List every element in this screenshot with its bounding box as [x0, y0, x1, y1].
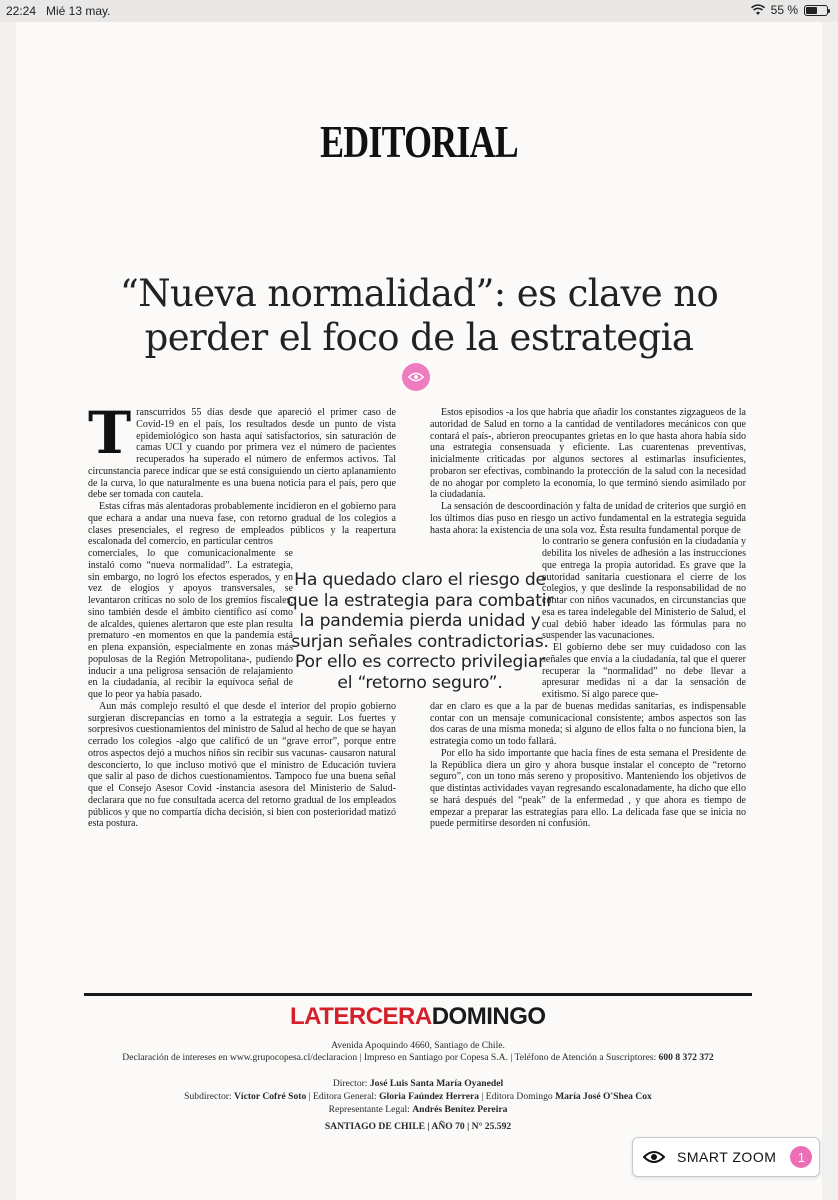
paragraph-2a: Estas cifras más alentadoras probablemente incidieron en el gobierno para que echara a andar una nueva fase, con retorno gradual de los colegios a clases presenciales, el regreso de empleados públicos y la reapertura escalonada del comercio, en particular centros [88, 501, 396, 548]
paragraph-1 [88, 399, 396, 501]
paragraph-2b: comerciales, lo que comunicacionalmente se instaló como “nueva normalidad”. La estrategia, sin embargo, no logró los efectos esperados, y en vez de elogios y apoyos transversales, se levantaron críticas no solo de los gremios fiscales, sino también desde el ámbito científico así como de alcaldes, quienes alertaron que este plan resulta prematuro -en momentos en que la pandemia está en plena expansión, especialmente en zonas más populosas de la Región Metropolitana-, pudiendo inducir a una peligrosa sensación de relajamiento en la ciudadanía, al recibir la equívoca señal de que lo peor ya había pasado. [88, 548, 293, 700]
editora-domingo-label: | Editora Domingo [479, 1091, 556, 1102]
representante-label: Representante Legal: [328, 1104, 413, 1115]
footer-phone: 600 8 372 372 [658, 1052, 714, 1063]
eye-icon [643, 1150, 665, 1164]
headline-line-2: perder el foco de la estrategia [144, 316, 694, 359]
footer-director [84, 1078, 752, 1090]
headline [60, 272, 778, 360]
section-heading: EDITORIAL [320, 116, 518, 167]
edition-info: SANTIAGO DE CHILE | AÑO 70 | N° 25.592 [324, 1121, 512, 1132]
masthead-logo [290, 1003, 546, 1031]
battery-percent: 55 % [770, 3, 798, 17]
footer-editors [84, 1091, 752, 1103]
paragraph-7: Por ello ha sido importante que hacia fines de esta semana el Presidente de la República diera un giro y ahora busque instalar el concepto de “retorno seguro”, con un tono más sereno y propositivo. Manteniendo los objetivos de que distintas actividades vayan regresando escalonadamente, ha dicho que ello se hará después del “peak” de la enfermedad , y que ahora es tiempo de empezar a preparar las estrategias para ello. La delicada fase que se inicia no puede permitirse desorden ni confusión. [430, 747, 746, 830]
smart-zoom-count: 1 [790, 1146, 812, 1168]
footer-rule [84, 993, 752, 996]
masthead-domingo: DOMINGO [431, 1003, 546, 1030]
battery-fill [806, 7, 817, 14]
status-time: 22:24 [6, 4, 37, 18]
footer-declaration-text: Declaración de intereses en www.grupocopesa.cl/declaracion | Impreso en Santiago por Copesa S.A. | Teléfono de Atención a Suscriptores: [122, 1052, 659, 1063]
footer-edition [84, 1121, 752, 1133]
director-name: José Luis Santa María Oyanedel [369, 1078, 504, 1089]
paragraph-5a: La sensación de descoordinación y falta de unidad de criterios que surgió en los últimos días puso en riesgo un activo fundamental en la estrategia seguida hasta ahora: la existencia de una sola voz. Ésta resulta fundamental porque de [430, 501, 746, 536]
editora-general-name: Gloria Faúndez Herrera [379, 1091, 480, 1102]
footer-address: Avenida Apoquindo 4660, Santiago de Chile. [331, 1040, 505, 1051]
editora-general-label: | Editora General: [306, 1091, 380, 1102]
status-right [751, 3, 828, 17]
paragraph-5b: lo contrario se genera confusión en la ciudadanía y debilita los niveles de adhesión a las instrucciones que entrega la propia autoridad. Es grave que la autoridad sanitaria cuestionara el cierre de los colegios, y que deslinde la responsabilidad de no contar con niños vacunados, en circunstancias que esa es tarea indelegable del Ministerio de Salud, el cual debió haber ideado las fórmulas para no suspender las vacunaciones. [542, 536, 746, 642]
article-column-right [430, 407, 746, 877]
zoom-eye-badge[interactable] [402, 363, 430, 391]
paragraph-6b: dar en claro es que a la par de buenas medidas sanitarias, es indispensable contar con un mensaje comunicacional consistente; ambos aspectos son las dos caras de una misma moneda; si alguno de ellos falta o no funciona bien, la estrategia como un todo fallará. [430, 700, 746, 747]
smart-zoom-button[interactable] [632, 1137, 820, 1177]
headline-line-1: “Nueva normalidad”: es clave no [119, 272, 719, 315]
battery-icon [804, 5, 828, 16]
status-bar [0, 0, 838, 22]
status-date: Mié 13 may. [46, 4, 111, 18]
footer-representante [84, 1104, 752, 1116]
subdirector-label: Subdirector: [184, 1091, 234, 1102]
masthead-latercera: LATERCERA [290, 1003, 432, 1030]
paragraph-3: Aun más complejo resultó el que desde el interior del propio gobierno surgieran discrepancias en torno a la estrategia a seguir. Los fuertes y sorpresivos cuestionamientos del ministro de Salud al hecho de que se hayan cerrado los colegios -algo que calificó de un “grave error”, porque entre otros aspectos dejó a muchos niños sin recibir sus vacunas- causaron natural desconcierto, lo que incluso motivó que el ministro de Educación tuviera que salir al paso de dichos cuestionamientos. Tampoco fue una buena señal que el Consejo Asesor Covid -instancia asesora del Ministerio de Salud- declarara que no fue consultada acerca del retorno gradual de los empleados públicos y que no compartía dicha decisión, si bien con posterioridad matizó esta postura. [88, 700, 396, 830]
paragraph-6a: El gobierno debe ser muy cuidadoso con las señales que envía a la ciudadanía, tal que el querer recuperar la “normalidad” no debe llevar a apresurar medidas ni a dar la sensación de exitismo. Si algo parece que- [542, 642, 746, 700]
paragraph-1-text: ranscurridos 55 días desde que apareció el primer caso de Covid-19 en el país, los resultados desde un punto de vista epidemiológico son hasta aquí satisfactorios, sin saturación de camas UCI y cuando por primera vez el número de pacientes recuperados ha superado el número de enfermos activos. Tal circunstancia parece indicar que se está consiguiendo un cierto aplanamiento de la curva, lo que naturalmente es una buena noticia para el país, pero que debe ser tomada con cautela. [88, 407, 396, 501]
editora-domingo-name: María José O'Shea Cox [555, 1091, 652, 1102]
smart-zoom-label: SMART ZOOM [677, 1149, 777, 1165]
subdirector-name: Víctor Cofré Soto [234, 1091, 307, 1102]
wifi-icon [751, 4, 765, 16]
paragraph-4: Estos episodios -a los que habría que añadir los constantes zigzagueos de la autoridad de Salud en torno a la cantidad de ventiladores mecánicos con que contará el país-, abrieron preocupantes grietas en lo que hasta ahora había sido una estrategia consensuada y eficiente. Las cuarentenas preventivas, inicialmente criticadas por algunos sectores al estimarlas insuficientes, probaron ser efectivas, combinando la protección de la salud con la necesidad de no ahogar por completo la economía, lo que terminó siendo asimilado por la ciudadanía. [430, 407, 746, 501]
eye-icon [408, 372, 424, 382]
footer-declaration [84, 1052, 752, 1064]
representante-name: Andrés Benítez Pereira [412, 1104, 508, 1115]
pull-quote: Ha quedado claro el riesgo de que la estrategia para combatir la pandemia pierda unidad y surjan señales contradictorias. Por ello es correcto privilegiar el “retorno seguro”. [286, 570, 554, 693]
director-label: Director: [332, 1078, 370, 1089]
drop-cap: T [88, 399, 132, 467]
